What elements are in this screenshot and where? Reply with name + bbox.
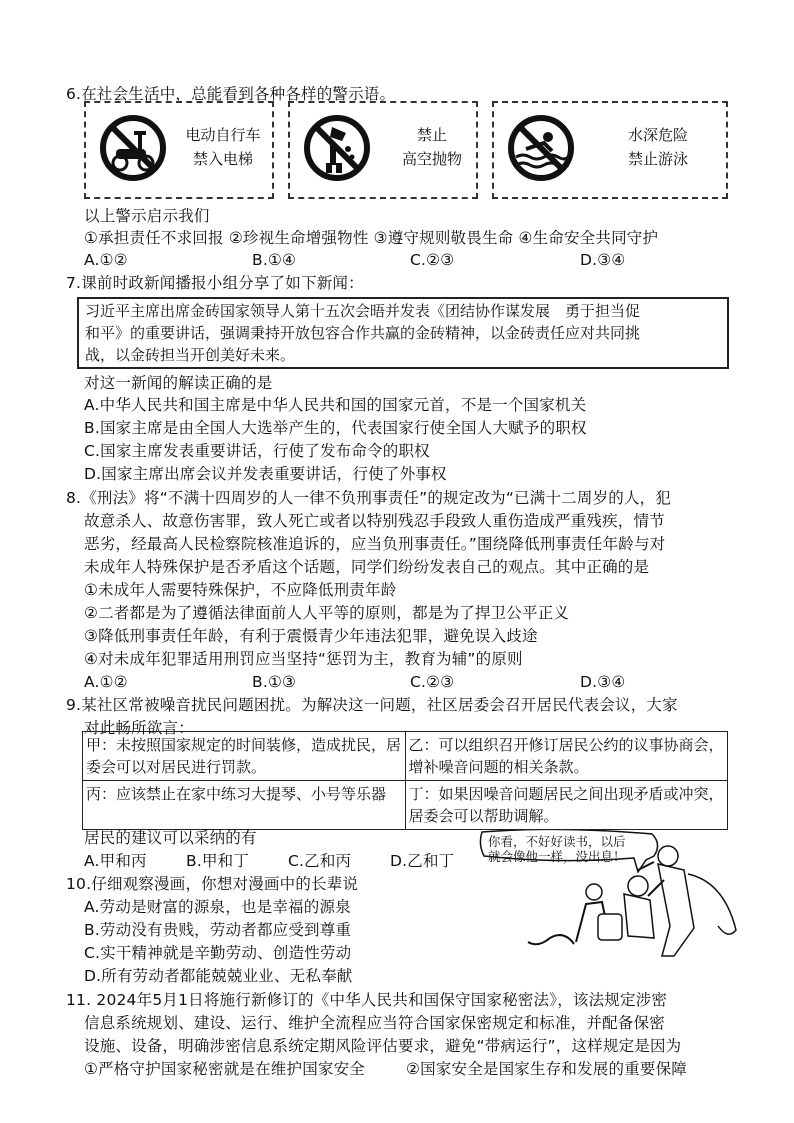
sign-swimming-line2: 禁止游泳 [627,150,688,168]
sign-throwing-line1: 禁止 [416,126,447,144]
q6-prompt: 以上警示启示我们 [84,207,210,225]
no-throwing-icon [302,113,372,183]
opinion-yi: 乙：可以组织召开修订居民公约的议事协商会，增补噪音问题的相关条款。 [405,732,728,781]
q9-stem-line: 对此畅所欲言： [84,719,194,737]
q7-option-d: D.国家主席出席会议并发表重要讲话，行使了外事权 [84,465,447,483]
q6-option-a: A.①② [84,251,128,269]
q6-option-b: B.①④ [252,251,297,269]
q8-statement: ②二者都是为了遵循法律面前人人平等的原则，都是为了捍卫公平正义 [84,604,570,622]
q7-option-c: C.国家主席发表重要讲话，行使了发布命令的职权 [84,442,430,460]
q11-statement: ②国家安全是国家生存和发展的重要保障 [406,1060,687,1078]
q8-statement: ④对未成年犯罪适用刑罚应当坚持“惩罚为主，教育为辅”的原则 [84,650,523,668]
sign-swimming-line1: 水深危险 [627,126,688,144]
table-row [83,732,728,781]
q11-stem-line: 信息系统规划、建设、运行、维护全流程应当符合国家保密规定和标准，并配备保密 [84,1014,665,1032]
q10-option-b: B.劳动没有贵贱，劳动者都应受到尊重 [84,921,352,939]
q8-stem-line: 8.《刑法》将“不满十四周岁的人一律不负刑事责任”的规定改为“已满十二周岁的人，犯 [66,489,672,507]
sign-throwing [288,101,478,199]
q8-option-d: D.③④ [580,673,626,691]
q11-stem-line: 11. 2024年5月1日将施行新修订的《中华人民共和国保守国家秘密法》，该法规定涉密 [66,991,668,1009]
q9-option-b: B.甲和丁 [186,852,250,870]
q9-option-d: D.乙和丁 [390,852,455,870]
sign-swimming [492,101,728,199]
opinion-bing: 丙：应该禁止在家中练习大提琴、小号等乐器 [83,781,406,830]
q9-option-a: A.甲和丙 [84,852,147,870]
q6-stem: 6.在社会生活中，总能看到各种各样的警示语。 [66,85,396,103]
q10-stem: 10.仔细观察漫画，你想对漫画中的长辈说 [66,875,359,893]
q6-option-c: C.②③ [410,251,455,269]
q9-option-c: C.乙和丙 [288,852,352,870]
sign-ebike-line1: 电动自行车 [185,126,261,144]
speech-bubble-line: 你看，不好好读书，以后 [488,834,626,849]
q6-option-d: D.③④ [580,251,626,269]
no-swimming-icon [506,113,576,183]
sign-throwing-line2: 高空抛物 [401,150,462,168]
q10-option-c: C.实干精神就是辛勤劳动、创造性劳动 [84,944,352,962]
q7-stem: 7.课前时政新闻播报小组分享了如下新闻： [66,274,364,292]
q8-option-a: A.①② [84,673,128,691]
q7-prompt: 对这一新闻的解读正确的是 [84,374,273,392]
q7-news-line: 习近平主席出席金砖国家领导人第十五次会晤并发表《团结协作谋发展 勇于担当促 [85,302,641,320]
q7-option-b: B.国家主席是由全国人大选举产生的，代表国家行使全国人大赋予的职权 [84,419,587,437]
opinion-ding: 丁：如果因噪音问题居民之间出现矛盾或冲突，居委会可以帮助调解。 [405,781,728,830]
sign-ebike [84,101,274,199]
q7-option-a: A.中华人民共和国主席是中华人民共和国的国家元首，不是一个国家机关 [84,396,587,414]
q10-option-a: A.劳动是财富的源泉，也是幸福的源泉 [84,898,351,916]
q9-prompt: 居民的建议可以采纳的有 [84,829,257,847]
cartoon-illustration [478,830,740,960]
q8-stem-line: 故意杀人、故意伤害罪，致人死亡或者以特别残忍手段致人重伤造成严重残疾，情节 [84,512,665,530]
q8-statement: ①未成年人需要特殊保护，不应降低刑责年龄 [84,581,397,599]
opinion-jia: 甲：未按照国家规定的时间装修，造成扰民，居委会可以对居民进行罚款。 [83,732,406,781]
speech-bubble-line: 就会像他一样，没出息！ [488,849,626,864]
q7-news-line: 和平》的重要讲话，强调秉持开放包容合作共赢的金砖精神，以金砖责任应对共同挑 [85,324,641,342]
q7-news-line: 战，以金砖担当开创美好未来。 [85,346,296,364]
table-row [83,781,728,830]
q8-stem-line: 恶劣，经最高人民检察院核准追诉的，应当负刑事责任。”围绕降低刑事责任年龄与对 [84,535,666,553]
q11-statement: ①严格守护国家秘密就是在维护国家安全 [84,1060,365,1078]
q9-opinion-table [82,731,728,830]
q8-option-b: B.①③ [252,673,297,691]
q9-stem-line: 9.某社区常被噪音扰民问题困扰。为解决这一问题，社区居委会召开居民代表会议，大家 [66,696,678,714]
q8-stem-line: 未成年人特殊保护是否矛盾这个话题，同学们纷纷发表自己的观点。其中正确的是 [84,558,650,576]
q8-statement: ③降低刑事责任年龄，有利于震慑青少年违法犯罪，避免误入歧途 [84,627,538,645]
q11-stem-line: 设施、设备，明确涉密信息系统定期风险评估要求，避免“带病运行”，这样规定是因为 [84,1037,682,1055]
sign-ebike-line2: 禁入电梯 [192,150,253,168]
q10-option-d: D.所有劳动者都能兢兢业业、无私奉献 [84,967,353,985]
q7-news-box [77,297,729,369]
q6-statements: ①承担责任不求回报 ②珍视生命增强物性 ③遵守规则敬畏生命 ④生命安全共同守护 [84,229,659,247]
no-ebike-icon [98,113,168,183]
q8-option-c: C.②③ [410,673,455,691]
